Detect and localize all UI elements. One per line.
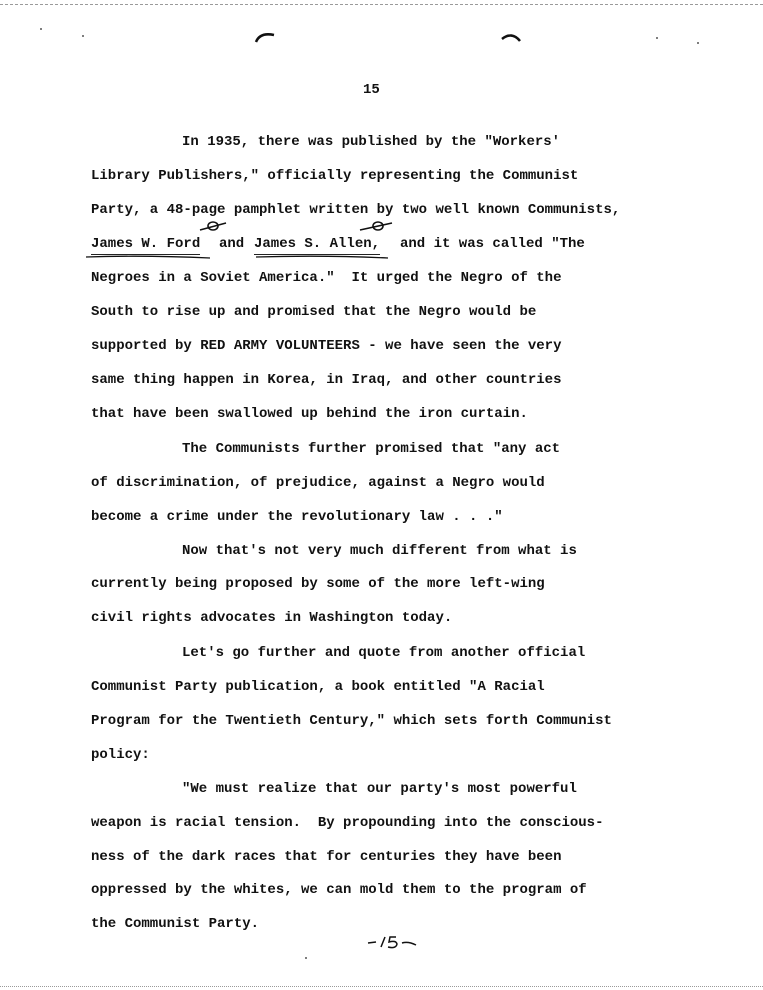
paragraph-line: Negroes in a Soviet America." It urged the Negro of the xyxy=(91,270,562,286)
paragraph-line: South to rise up and promised that the Negro would be xyxy=(91,304,537,320)
paragraph-line: Now that's not very much different from what is xyxy=(182,543,577,559)
punch-hole-mark-left xyxy=(254,30,276,44)
paragraph-line: currently being proposed by some of the more left-wing xyxy=(91,576,545,592)
page-number: 15 xyxy=(363,82,380,98)
scan-speck xyxy=(656,37,658,39)
paragraph-line: The Communists further promised that "any act xyxy=(182,441,561,457)
paragraph-line: of discrimination, of prejudice, against a Negro would xyxy=(91,475,545,491)
author-name-allen: James S. Allen, xyxy=(254,235,380,255)
scan-edge-top xyxy=(0,4,763,5)
paragraph-line: Let's go further and quote from another official xyxy=(182,645,586,661)
paragraph-line: Party, a 48-page pamphlet written by two well known Communists, xyxy=(91,202,621,218)
paragraph-line: In 1935, there was published by the "Workers' xyxy=(182,134,561,150)
quote-line: weapon is racial tension. By propounding into the conscious- xyxy=(91,815,604,831)
paragraph-line: supported by RED ARMY VOLUNTEERS - we have seen the very xyxy=(91,338,562,354)
handwritten-underline-allen xyxy=(254,254,390,260)
scan-edge-bottom xyxy=(0,986,763,987)
paragraph-line: become a crime under the revolutionary law . . ." xyxy=(91,509,503,525)
paragraph-line: and it was called "The xyxy=(400,236,585,252)
punch-hole-mark-right xyxy=(500,30,522,44)
scan-speck xyxy=(82,35,84,37)
scan-speck xyxy=(305,957,307,959)
handwritten-check-mark-allen xyxy=(356,217,396,233)
scan-speck xyxy=(40,28,42,30)
paragraph-line: policy: xyxy=(91,747,150,763)
paragraph-line: Communist Party publication, a book entitled "A Racial xyxy=(91,679,545,695)
handwritten-underline-ford xyxy=(84,254,212,260)
paragraph-line: and xyxy=(219,236,245,252)
author-name-ford: James W. Ford xyxy=(91,235,200,255)
paragraph-line: Library Publishers," officially representing the Communist xyxy=(91,168,579,184)
paragraph-line: same thing happen in Korea, in Iraq, and other countries xyxy=(91,372,562,388)
handwritten-page-mark xyxy=(366,934,418,950)
handwritten-check-mark-ford xyxy=(196,217,230,233)
quote-line: oppressed by the whites, we can mold them to the program of xyxy=(91,882,587,898)
paragraph-line: civil rights advocates in Washington today. xyxy=(91,610,453,626)
quote-line: "We must realize that our party's most powerful xyxy=(182,781,577,797)
quote-line: ness of the dark races that for centuries they have been xyxy=(91,849,562,865)
paragraph-line: Program for the Twentieth Century," which sets forth Communist xyxy=(91,713,612,729)
paragraph-line: that have been swallowed up behind the iron curtain. xyxy=(91,406,528,422)
quote-line: the Communist Party. xyxy=(91,916,260,932)
scan-speck xyxy=(697,42,699,44)
